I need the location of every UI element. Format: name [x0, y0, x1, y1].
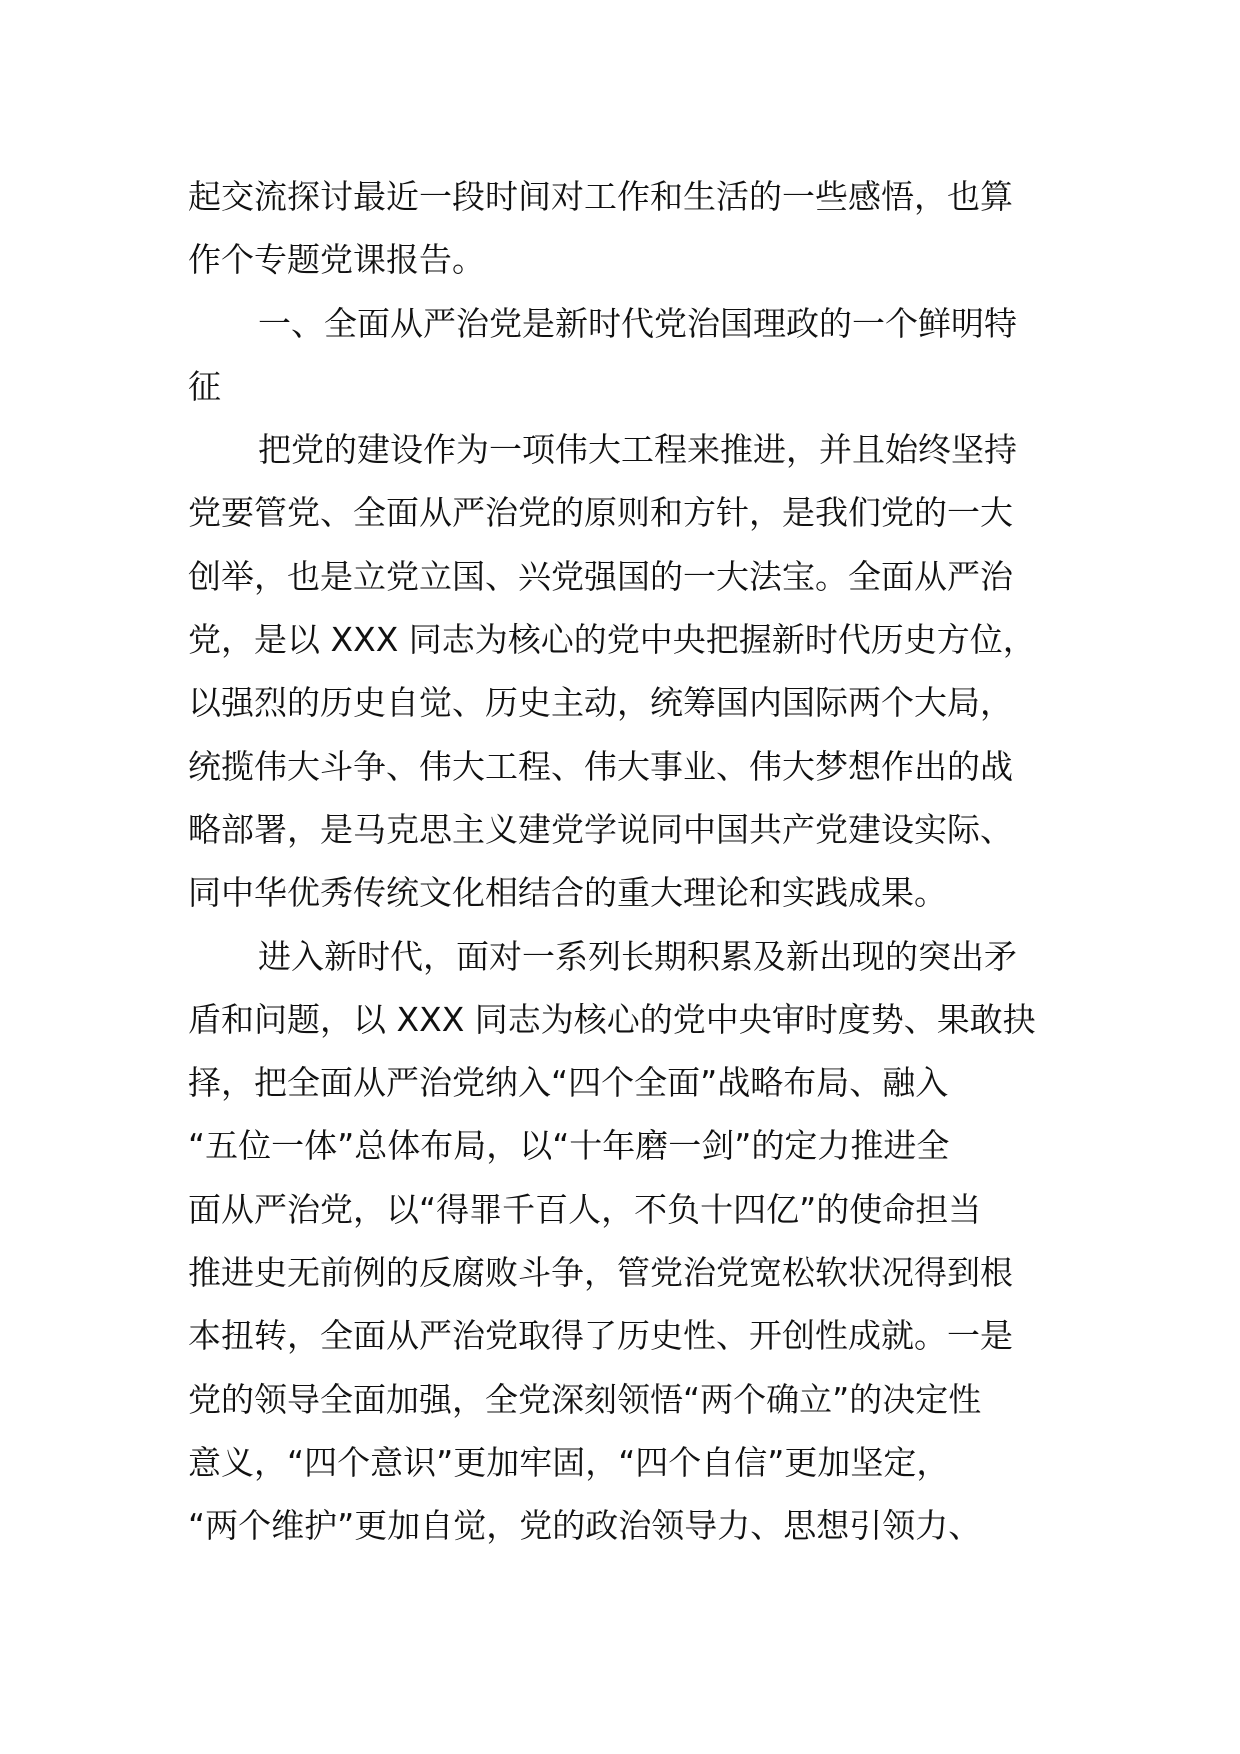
text-line: 同中华优秀传统文化相结合的重大理论和实践成果。 [188, 873, 947, 913]
text-line: 作个专题党课报告。 [188, 240, 485, 280]
text-line: 起交流探讨最近一段时间对工作和生活的一些感悟，也算 [188, 177, 1013, 216]
text-line: 党，是以 XXX 同志为核心的党中央把握新时代历史方位， [188, 620, 1036, 660]
text-line: 本扭转，全面从严治党取得了历史性、开创性成就。一是 [188, 1316, 1013, 1356]
body-text [188, 165, 1054, 1558]
text-line: 意义，“四个意识”更加牢固，“四个自信”更加坚定， [188, 1442, 950, 1482]
text-line: 创举，也是立党立国、兴党强国的一大法宝。全面从严治 [188, 556, 1013, 596]
text-line: 进入新时代，面对一系列长期积累及新出现的突出矛 [258, 936, 1017, 976]
text-line: 择，把全面从严治党纳入“四个全面”战略布局、融入 [188, 1063, 949, 1103]
text-line: 统揽伟大斗争、伟大工程、伟大事业、伟大梦想作出的战 [188, 746, 1013, 786]
text-line: “五位一体”总体布局，以“十年磨一剑”的定力推进全 [188, 1126, 950, 1166]
text-line: 盾和问题，以 XXX 同志为核心的党中央审时度势、果敢抉 [188, 999, 1036, 1039]
text-line: 略部署，是马克思主义建党学说同中国共产党建设实际、 [188, 809, 1013, 849]
text-line: 推进史无前例的反腐败斗争，管党治党宽松软状况得到根 [188, 1253, 1013, 1293]
text-line: 面从严治党，以“得罪千百人，不负十四亿”的使命担当 [188, 1189, 982, 1229]
text-line: 以强烈的历史自觉、历史主动，统筹国内国际两个大局， [188, 683, 1013, 723]
text-line: 党的领导全面加强，全党深刻领悟“两个确立”的决定性 [188, 1379, 982, 1419]
text-line: 征 [188, 366, 221, 406]
text-line: “两个维护”更加自觉，党的政治领导力、思想引领力、 [188, 1506, 982, 1546]
text-line: 把党的建设作为一项伟大工程来推进，并且始终坚持 [258, 430, 1017, 470]
text-line: 一、全面从严治党是新时代党治国理政的一个鲜明特 [258, 303, 1017, 343]
text-line: 党要管党、全面从严治党的原则和方针，是我们党的一大 [188, 493, 1013, 533]
